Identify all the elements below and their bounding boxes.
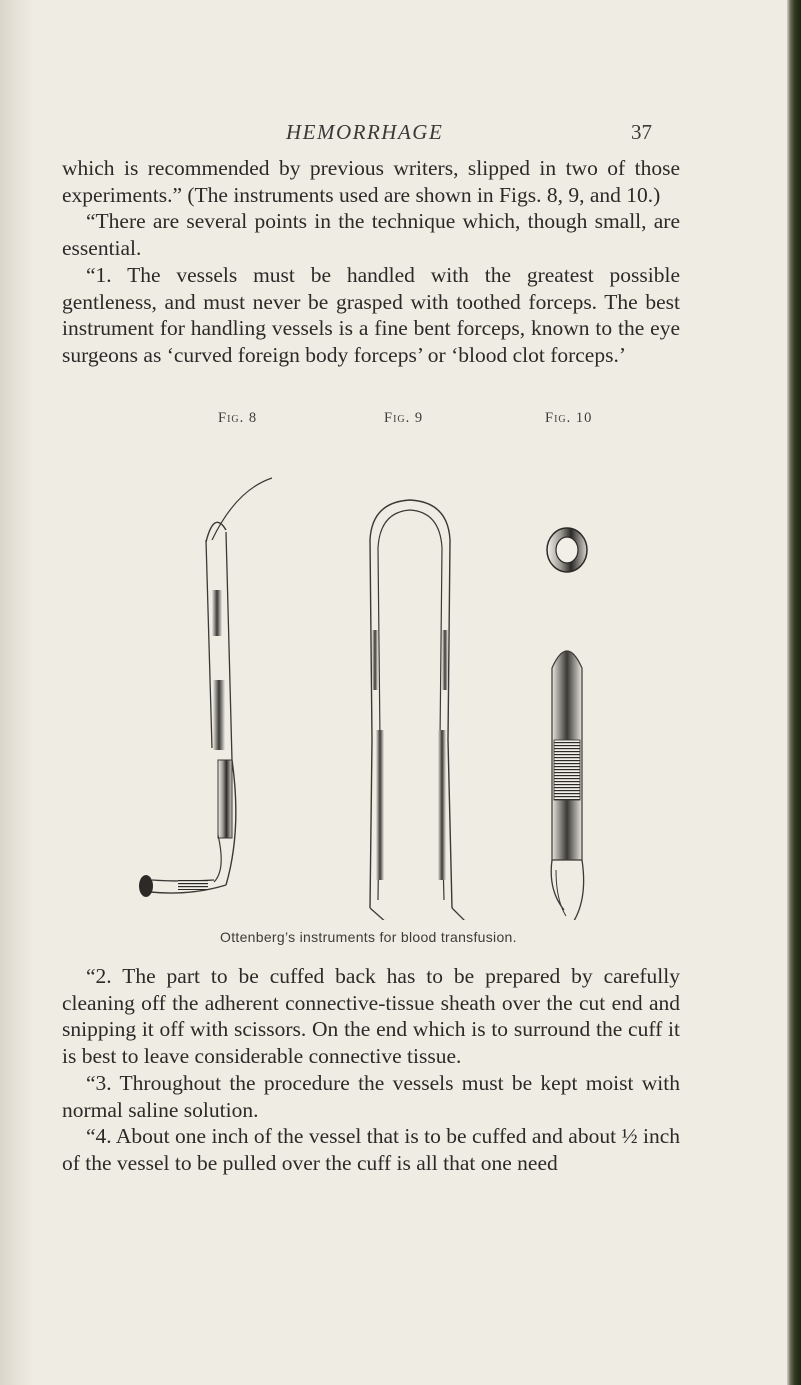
figure-label-10: Fig. 10: [545, 410, 593, 426]
paragraph-point-2: “2. The part to be cuffed back has to be prepared by carefully cleaning off the adherent connective-tissue sheath over the cut end and snipping it off with scissors. On the end which is to surround the cuff it is best to leave considerable connective tissue.: [62, 964, 680, 1069]
figure-8-curved-instrument: [139, 478, 272, 897]
paragraph-point-1: “1. The vessels must be handled with the greatest possible gentleness, and must never be grasped with toothed forceps. The best instrument for handling vessels is a fine bent forceps, known to the eye surgeons as ‘curved foreign body forceps’ or ‘blood clot forceps.’: [62, 262, 680, 367]
figure-9-u-cannula: [370, 500, 468, 920]
figures-illustration: [0, 430, 801, 920]
paragraph-point-3: “3. Throughout the procedure the vessels must be kept moist with normal saline solution.: [62, 1070, 680, 1122]
running-head-title: HEMORRHAGE: [286, 120, 444, 144]
text-block-top: [62, 155, 680, 369]
page-number: 37: [631, 120, 652, 144]
paragraph-point-4: “4. About one inch of the vessel that is to be cuffed and about ½ inch of the vessel to be pulled over the cuff is all that one need: [62, 1124, 680, 1175]
figure-label-9: Fig. 9: [384, 410, 424, 426]
figure-label-8: Fig. 8: [218, 410, 258, 426]
text-block-bottom: [62, 963, 680, 1177]
figure-caption: Ottenberg’s instruments for blood transfusion.: [220, 929, 517, 945]
paragraph-continuation: which is recommended by previous writers, slipped in two of those experiments.” (The instruments used are shown in Figs. 8, 9, and 10.): [62, 156, 680, 207]
figure-10-cuff-and-handle: [547, 528, 587, 920]
paragraph-technique-intro: “There are several points in the technique which, though small, are essential.: [62, 209, 680, 261]
running-head: [0, 120, 801, 150]
